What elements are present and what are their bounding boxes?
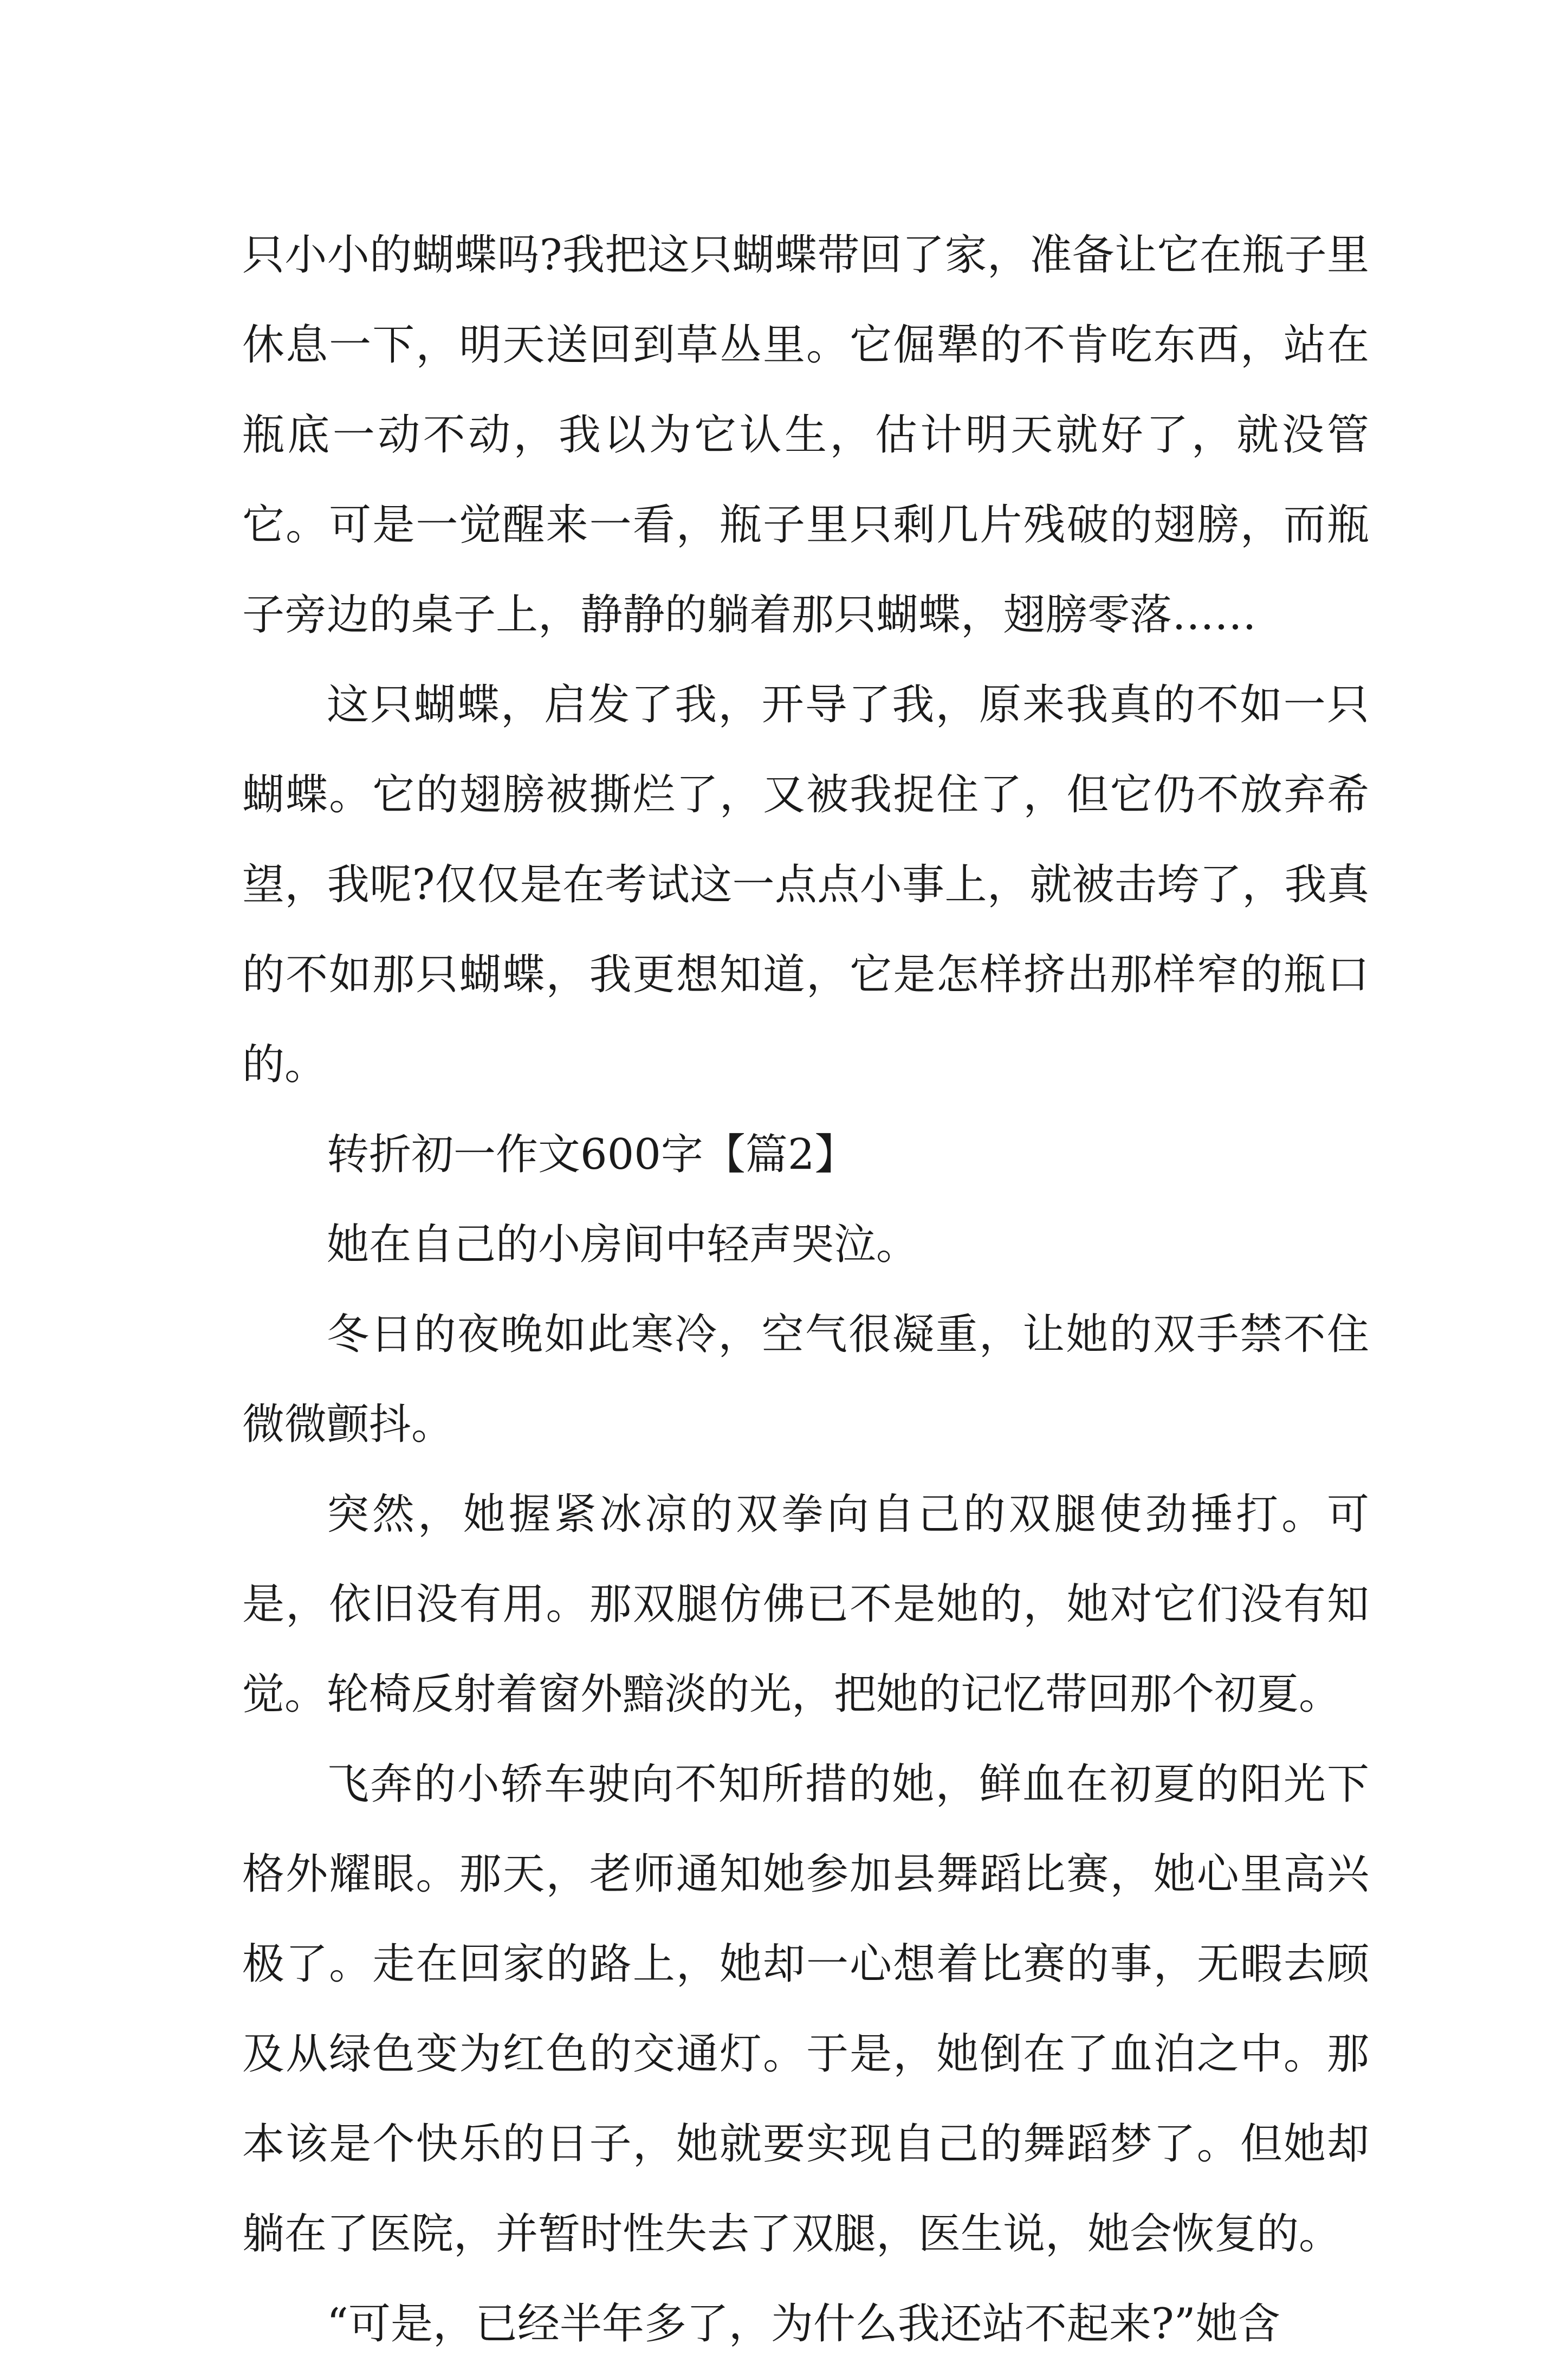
- essay-body: [242, 210, 1369, 2369]
- paragraph: 她在自己的小房间中轻声哭泣。: [327, 1220, 919, 1269]
- paragraph: 飞奔的小轿车驶向不知所措的她，鲜血在初夏的阳光下格外耀眼。那天，老师通知她参加县舞蹈比赛，她心里高兴极了。走在回家的路上，她却一心想着比赛的事，无暇去顾及从绿色变为红色的交通灯。于是，她倒在了血泊之中。那本该是个快乐的日子，她就要实现自己的舞蹈梦了。但她却躺在了医院，并暂时性失去了双腿，医生说，她会恢复的。: [242, 1760, 1369, 2258]
- paragraph: 只小小的蝴蝶吗?我把这只蝴蝶带回了家，准备让它在瓶子里休息一下，明天送回到草丛里。它倔犟的不肯吃东西，站在瓶底一动不动，我以为它认生，估计明天就好了，就没管它。可是一觉醒来一看，瓶子里只剩几片残破的翅膀，而瓶子旁边的桌子上，静静的躺着那只蝴蝶，翅膀零落……: [242, 231, 1369, 639]
- paragraph: 突然，她握紧冰凉的双拳向自己的双腿使劲捶打。可是，依旧没有用。那双腿仿佛已不是她的，她对它们没有知觉。轮椅反射着窗外黯淡的光，把她的记忆带回那个初夏。: [242, 1490, 1369, 1719]
- paragraph: 冬日的夜晚如此寒冷，空气很凝重，让她的双手禁不住微微颤抖。: [242, 1310, 1369, 1449]
- paragraph: “可是，已经半年多了，为什么我还站不起来?”她含: [327, 2300, 1280, 2348]
- paragraph: 这只蝴蝶，启发了我，开导了我，原来我真的不如一只蝴蝶。它的翅膀被撕烂了，又被我捉住了，但它仍不放弃希望，我呢?仅仅是在考试这一点点小事上，就被击垮了，我真的不如那只蝴蝶，我更想知道，它是怎样挤出那样窄的瓶口的。: [242, 681, 1369, 1089]
- section-heading: 转折初一作文600字【篇2】: [327, 1130, 857, 1179]
